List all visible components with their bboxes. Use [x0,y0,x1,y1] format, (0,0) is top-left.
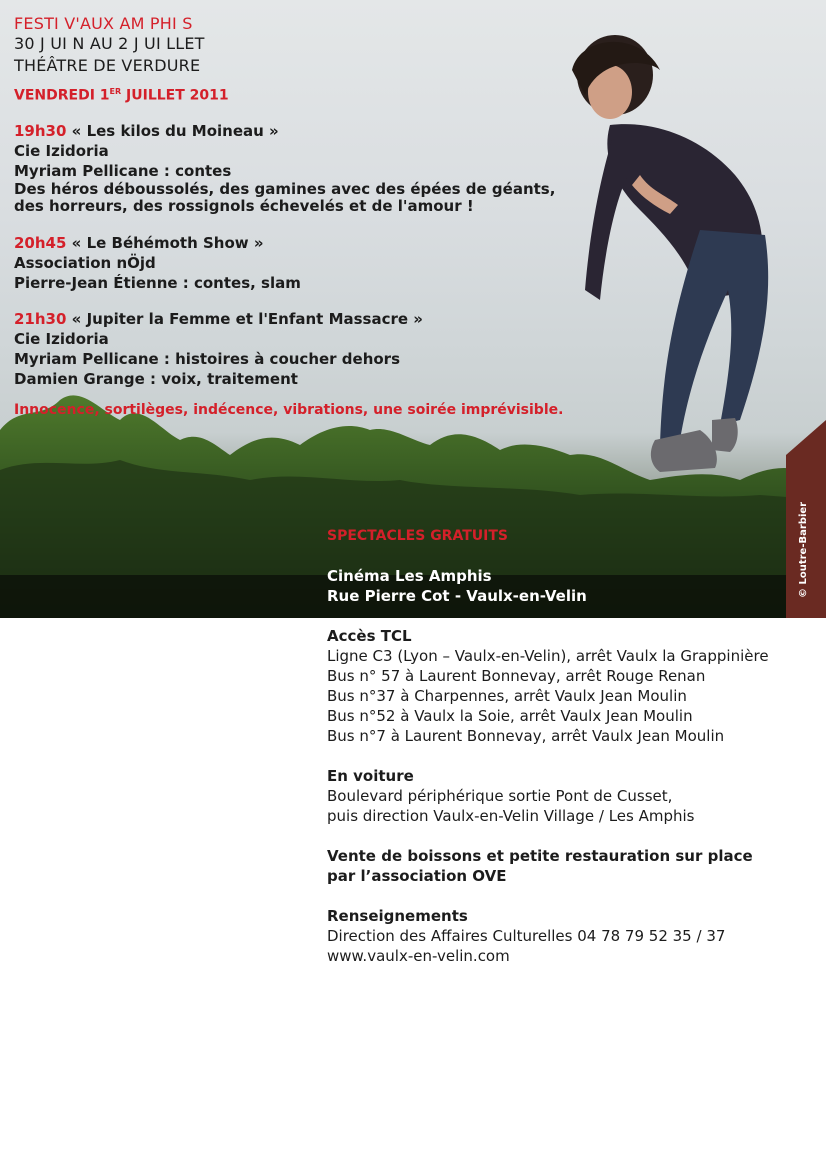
festival-venue: THÉÂTRE DE VERDURE [14,56,201,75]
info-heading: Renseignements [327,907,468,925]
car-line: puis direction Vaulx-en-Velin Village / Les Amphis [327,807,695,825]
tcl-line: Bus n°7 à Laurent Bonnevay, arrêt Vaulx Jean Moulin [327,727,725,745]
program-title: « Jupiter la Femme et l'Enfant Massacre » [66,310,423,328]
program-performer: Myriam Pellicane : contes [14,162,232,180]
program-item [14,233,301,293]
tcl-line: Bus n°37 à Charpennes, arrêt Vaulx Jean Moulin [327,687,687,705]
program-title: « Le Béhémoth Show » [66,234,264,252]
program-performer: Myriam Pellicane : histoires à coucher dehors [14,350,401,368]
website-link[interactable]: www.vaulx-en-velin.com [327,947,510,965]
program-item [14,121,555,215]
program-description-line: Des héros déboussolés, des gamines avec des épées de géants, [14,180,556,198]
festival-title: FESTI V'AUX AM PHI S [14,14,193,33]
event-date-day: VENDREDI 1 [14,87,110,104]
event-date [14,87,229,104]
program-company: Cie Izidoria [14,330,109,348]
program-time: 20h45 [14,234,67,252]
tcl-line: Bus n° 57 à Laurent Bonnevay, arrêt Rouge Renan [327,667,706,685]
program-company: Cie Izidoria [14,142,109,160]
venue-name: Cinéma Les Amphis [327,567,492,585]
car-line: Boulevard périphérique sortie Pont de Cusset, [327,787,673,805]
info-line: Direction des Affaires Culturelles 04 78 79 52 35 / 37 [327,927,726,945]
photo-credit: © Loutre-Barbier [798,501,809,598]
tcl-line: Bus n°52 à Vaulx la Soie, arrêt Vaulx Jean Moulin [327,707,693,725]
program-performer: Pierre-Jean Étienne : contes, slam [14,274,301,292]
festival-dates: 30 J UI N AU 2 J UI LLET [14,34,205,53]
program-description-line: des horreurs, des rossignols échevelés et de l'amour ! [14,197,474,215]
program-item [14,309,423,389]
tagline: Innocence, sortilèges, indécence, vibrations, une soirée imprévisible. [14,402,564,418]
program-company: Association nÖjd [14,254,156,272]
car-heading: En voiture [327,767,414,785]
free-shows-label: SPECTACLES GRATUITS [327,528,508,544]
event-date-month-year: JUILLET 2011 [121,87,229,104]
program-time: 21h30 [14,310,67,328]
program-performer: Damien Grange : voix, traitement [14,370,298,388]
event-date-sup: ER [109,87,122,96]
practical-info [327,526,769,966]
food-line: Vente de boissons et petite restauration sur place [327,847,753,865]
program-title: « Les kilos du Moineau » [66,122,279,140]
venue-address: Rue Pierre Cot - Vaulx-en-Velin [327,587,587,605]
tcl-heading: Accès TCL [327,627,412,645]
food-line: par l’association OVE [327,867,507,885]
program-time: 19h30 [14,122,67,140]
tcl-line: Ligne C3 (Lyon – Vaulx-en-Velin), arrêt Vaulx la Grappinière [327,647,769,665]
